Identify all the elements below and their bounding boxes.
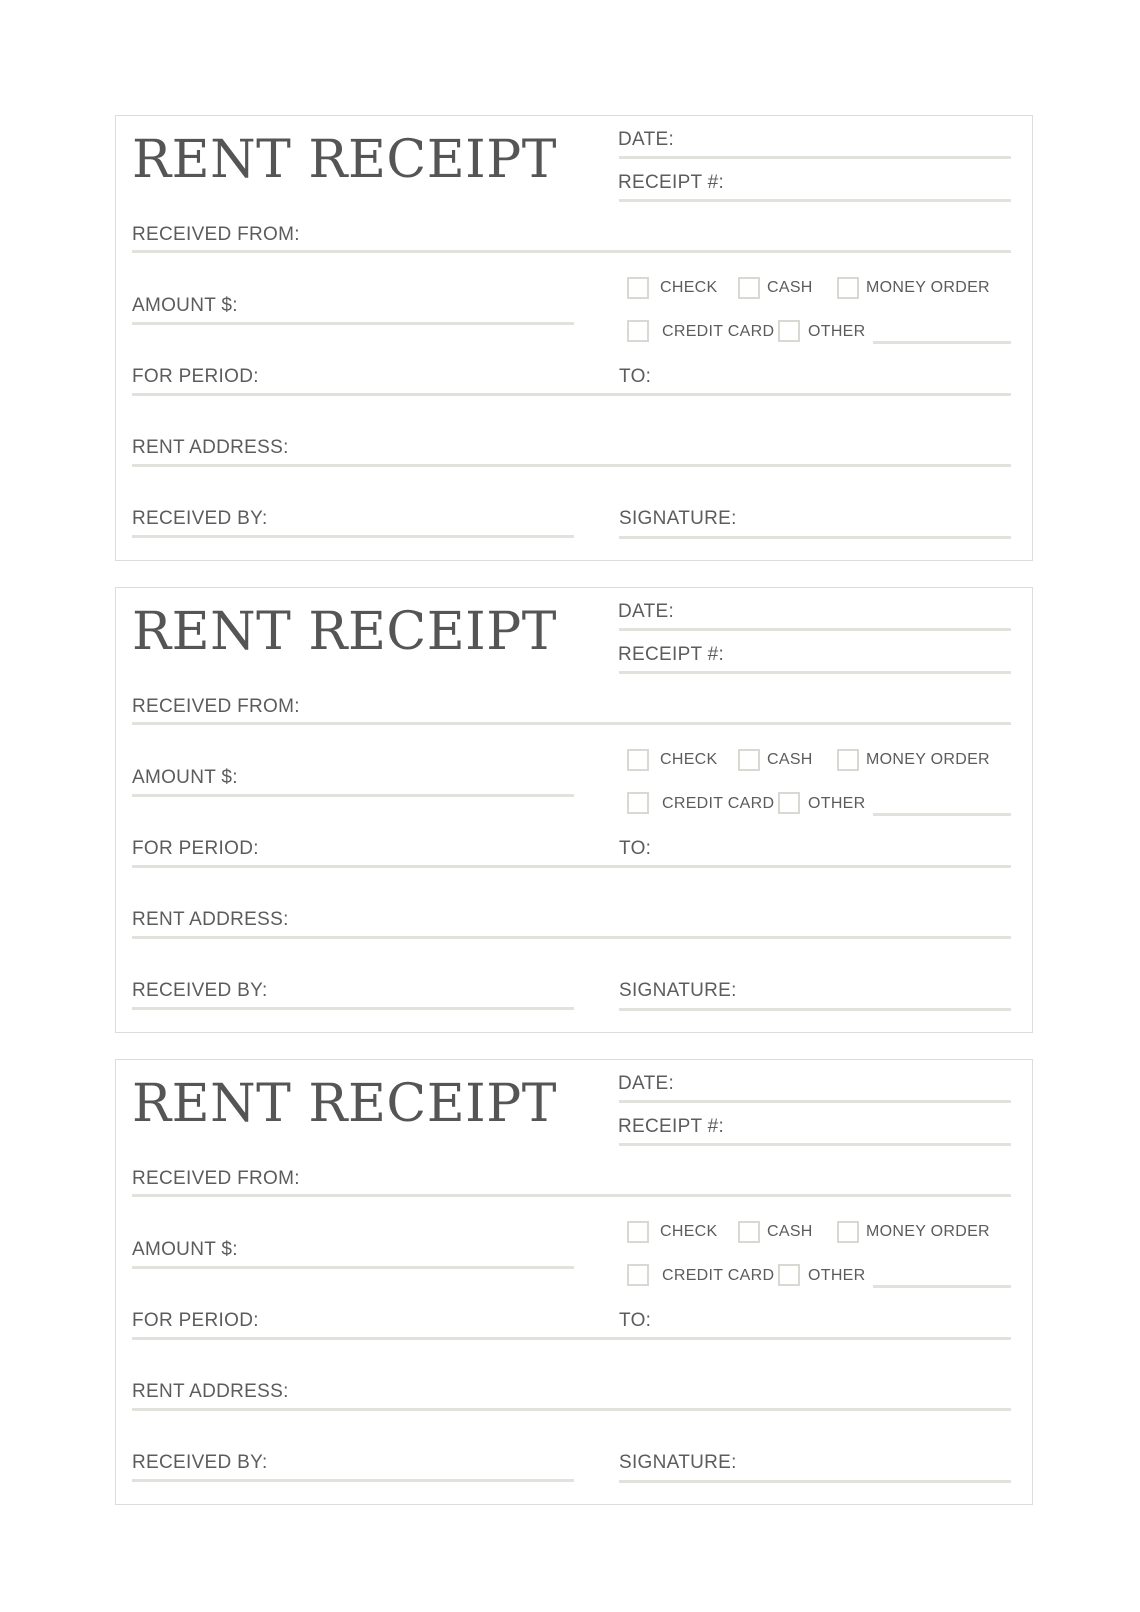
money-order-option-label: MONEY ORDER — [866, 751, 990, 768]
receipt-title: RENT RECEIPT — [132, 1074, 557, 1134]
cash-checkbox[interactable] — [738, 749, 760, 771]
receipt-title: RENT RECEIPT — [132, 130, 557, 190]
credit-card-checkbox[interactable] — [627, 320, 649, 342]
rent-address-field[interactable] — [132, 1408, 1011, 1411]
credit-card-checkbox[interactable] — [627, 792, 649, 814]
rent-receipt-1 — [115, 115, 1033, 561]
received-by-field[interactable] — [132, 1479, 574, 1482]
received-by-label: RECEIVED BY: — [132, 980, 268, 1001]
other-method-field[interactable] — [873, 341, 1011, 344]
other-checkbox[interactable] — [778, 320, 800, 342]
other-method-field[interactable] — [873, 1285, 1011, 1288]
other-method-field[interactable] — [873, 813, 1011, 816]
money-order-checkbox[interactable] — [837, 277, 859, 299]
money-order-option-label: MONEY ORDER — [866, 1223, 990, 1240]
other-checkbox[interactable] — [778, 792, 800, 814]
for-period-label: FOR PERIOD: — [132, 1310, 259, 1331]
credit-card-option-label: CREDIT CARD — [662, 323, 775, 340]
check-option-label: CHECK — [660, 279, 718, 296]
period-field[interactable] — [132, 865, 1011, 868]
rent-receipt-2 — [115, 587, 1033, 1033]
cash-option-label: CASH — [767, 751, 813, 768]
received-by-label: RECEIVED BY: — [132, 1452, 268, 1473]
credit-card-checkbox[interactable] — [627, 1264, 649, 1286]
check-checkbox[interactable] — [627, 277, 649, 299]
cash-option-label: CASH — [767, 279, 813, 296]
amount-field[interactable] — [132, 794, 574, 797]
date-field[interactable] — [619, 628, 1011, 631]
rent-address-field[interactable] — [132, 464, 1011, 467]
other-checkbox[interactable] — [778, 1264, 800, 1286]
rent-address-field[interactable] — [132, 936, 1011, 939]
received-from-label: RECEIVED FROM: — [132, 1168, 300, 1189]
check-option-label: CHECK — [660, 751, 718, 768]
date-field[interactable] — [619, 1100, 1011, 1103]
cash-option-label: CASH — [767, 1223, 813, 1240]
amount-label: AMOUNT $: — [132, 295, 238, 316]
check-checkbox[interactable] — [627, 1221, 649, 1243]
amount-field[interactable] — [132, 1266, 574, 1269]
amount-field[interactable] — [132, 322, 574, 325]
amount-label: AMOUNT $: — [132, 767, 238, 788]
signature-label: SIGNATURE: — [619, 1452, 737, 1473]
date-label: DATE: — [618, 601, 675, 622]
money-order-option-label: MONEY ORDER — [866, 279, 990, 296]
amount-label: AMOUNT $: — [132, 1239, 238, 1260]
check-checkbox[interactable] — [627, 749, 649, 771]
for-period-label: FOR PERIOD: — [132, 838, 259, 859]
received-from-field[interactable] — [132, 250, 1011, 253]
receipt-number-label: RECEIPT #: — [618, 172, 725, 193]
rent-address-label: RENT ADDRESS: — [132, 1381, 289, 1402]
receipt-number-field[interactable] — [619, 199, 1011, 202]
rent-receipt-3 — [115, 1059, 1033, 1505]
date-label: DATE: — [618, 1073, 675, 1094]
receipt-title: RENT RECEIPT — [132, 602, 557, 662]
signature-field[interactable] — [619, 536, 1011, 539]
to-label: TO: — [619, 366, 652, 387]
receipt-number-label: RECEIPT #: — [618, 644, 725, 665]
receipt-number-field[interactable] — [619, 671, 1011, 674]
signature-label: SIGNATURE: — [619, 508, 737, 529]
period-field[interactable] — [132, 1337, 1011, 1340]
credit-card-option-label: CREDIT CARD — [662, 1267, 775, 1284]
rent-address-label: RENT ADDRESS: — [132, 437, 289, 458]
receipt-number-field[interactable] — [619, 1143, 1011, 1146]
money-order-checkbox[interactable] — [837, 749, 859, 771]
receipt-number-label: RECEIPT #: — [618, 1116, 725, 1137]
signature-field[interactable] — [619, 1480, 1011, 1483]
received-from-field[interactable] — [132, 722, 1011, 725]
received-by-field[interactable] — [132, 1007, 574, 1010]
cash-checkbox[interactable] — [738, 277, 760, 299]
cash-checkbox[interactable] — [738, 1221, 760, 1243]
to-label: TO: — [619, 1310, 652, 1331]
received-from-label: RECEIVED FROM: — [132, 696, 300, 717]
to-label: TO: — [619, 838, 652, 859]
other-option-label: OTHER — [808, 323, 866, 340]
other-option-label: OTHER — [808, 795, 866, 812]
period-field[interactable] — [132, 393, 1011, 396]
signature-field[interactable] — [619, 1008, 1011, 1011]
rent-address-label: RENT ADDRESS: — [132, 909, 289, 930]
date-field[interactable] — [619, 156, 1011, 159]
money-order-checkbox[interactable] — [837, 1221, 859, 1243]
received-from-field[interactable] — [132, 1194, 1011, 1197]
for-period-label: FOR PERIOD: — [132, 366, 259, 387]
check-option-label: CHECK — [660, 1223, 718, 1240]
date-label: DATE: — [618, 129, 675, 150]
signature-label: SIGNATURE: — [619, 980, 737, 1001]
other-option-label: OTHER — [808, 1267, 866, 1284]
credit-card-option-label: CREDIT CARD — [662, 795, 775, 812]
received-by-label: RECEIVED BY: — [132, 508, 268, 529]
received-from-label: RECEIVED FROM: — [132, 224, 300, 245]
received-by-field[interactable] — [132, 535, 574, 538]
